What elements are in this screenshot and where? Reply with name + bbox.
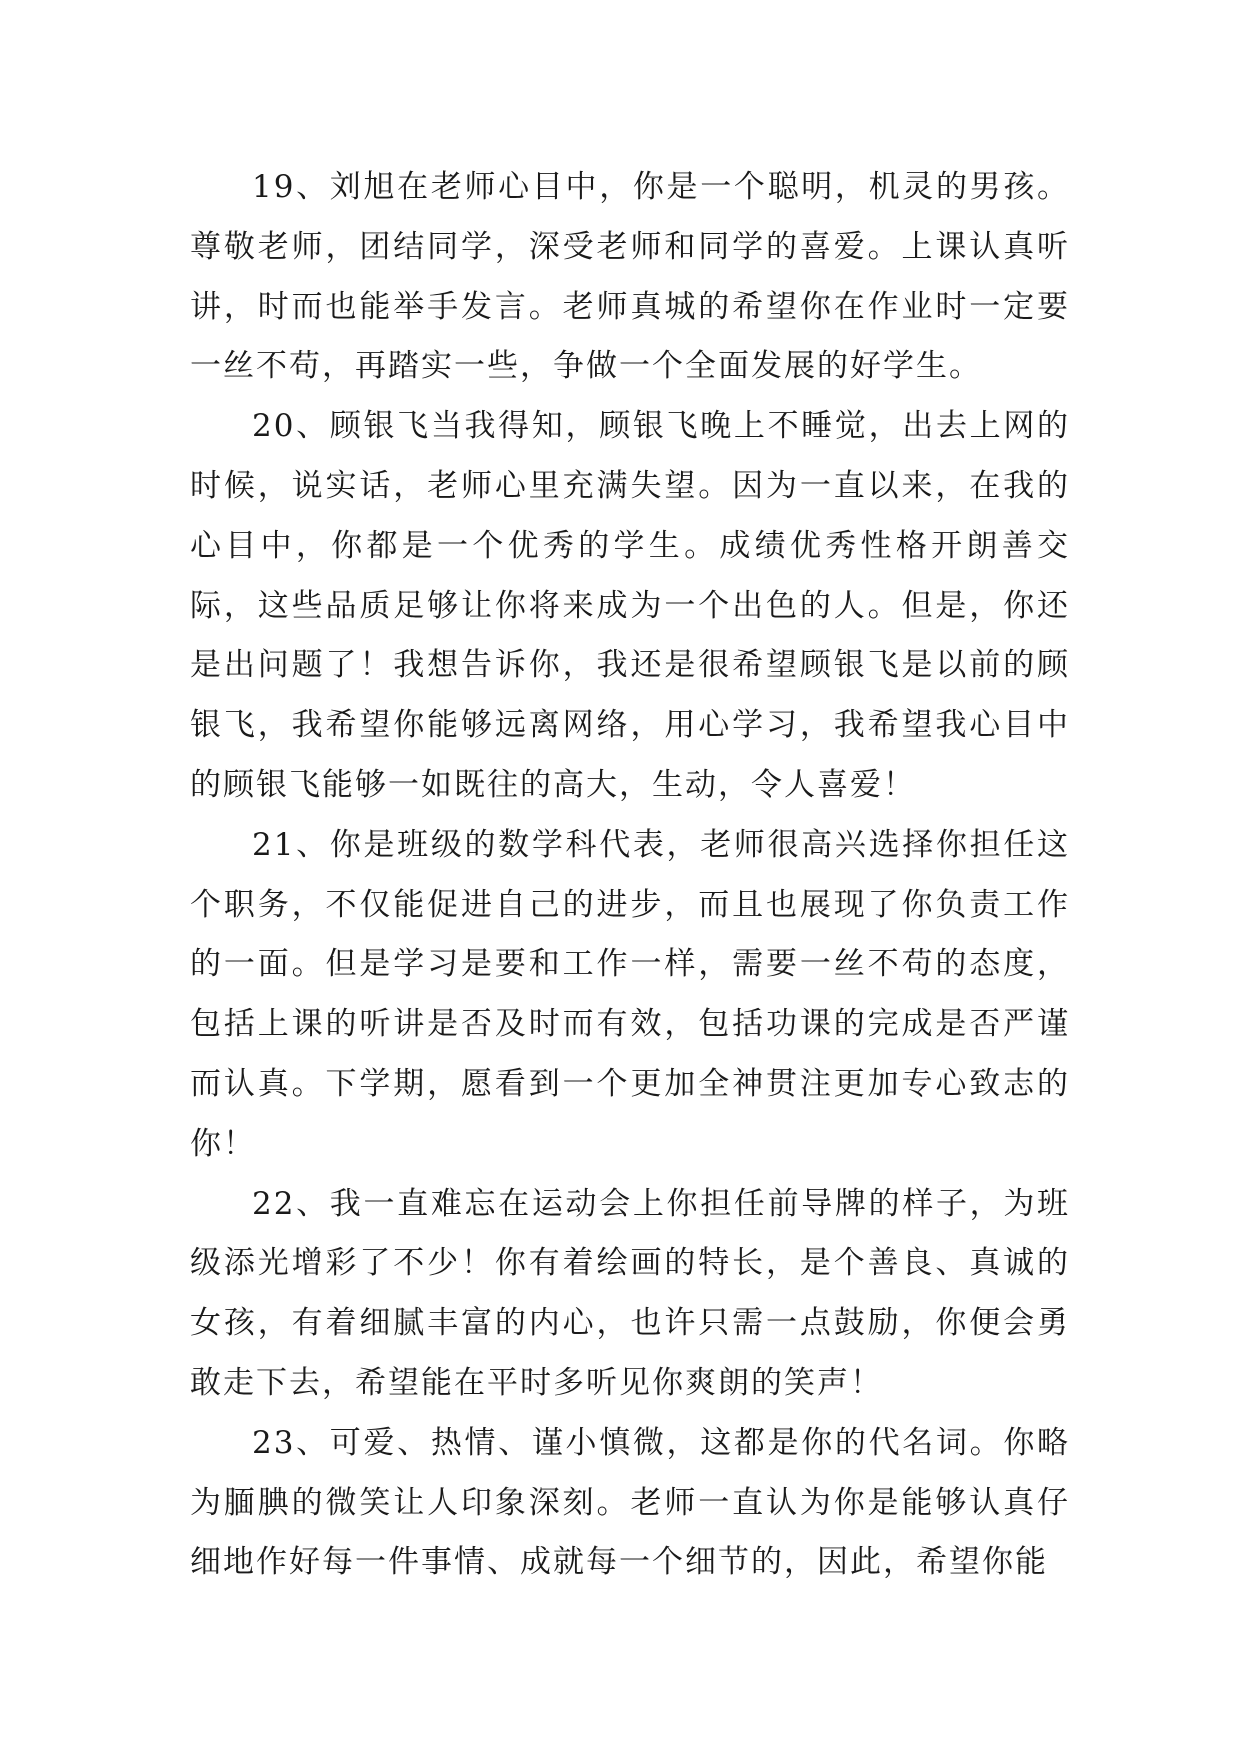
paragraph-20: 20、顾银飞当我得知，顾银飞晚上不睡觉，出去上网的时候，说实话，老师心里充满失望。因为一直以来，在我的心目中，你都是一个优秀的学生。成绩优秀性格开朗善交际，这些品质足够让你将来成为一个出色的人。但是，你还是出问题了！我想告诉你，我还是很希望顾银飞是以前的顾银飞，我希望你能够远离网络，用心学习，我希望我心目中的顾银飞能够一如既往的高大，生动，令人喜爱！ — [190, 408, 1070, 803]
document-body — [190, 158, 1070, 1593]
paragraph-22: 22、我一直难忘在运动会上你担任前导牌的样子，为班级添光增彩了不少！你有着绘画的特长，是个善良、真诚的女孩，有着细腻丰富的内心，也许只需一点鼓励，你便会勇敢走下去，希望能在平时多听见你爽朗的笑声！ — [190, 1185, 1070, 1401]
paragraph-23: 23、可爱、热情、谨小慎微，这都是你的代名词。你略为腼腆的微笑让人印象深刻。老师一直认为你是能够认真仔细地作好每一件事情、成就每一个细节的，因此，希望你能 — [190, 1424, 1070, 1581]
paragraph-19: 19、刘旭在老师心目中，你是一个聪明，机灵的男孩。尊敬老师，团结同学，深受老师和同学的喜爱。上课认真听讲，时而也能举手发言。老师真城的希望你在作业时一定要一丝不苟，再踏实一些，争做一个全面发展的好学生。 — [190, 169, 1070, 385]
paragraph-21: 21、你是班级的数学科代表，老师很高兴选择你担任这个职务，不仅能促进自己的进步，而且也展现了你负责工作的一面。但是学习是要和工作一样，需要一丝不苟的态度，包括上课的听讲是否及时而有效，包括功课的完成是否严谨而认真。下学期，愿看到一个更加全神贯注更加专心致志的你！ — [190, 826, 1070, 1162]
